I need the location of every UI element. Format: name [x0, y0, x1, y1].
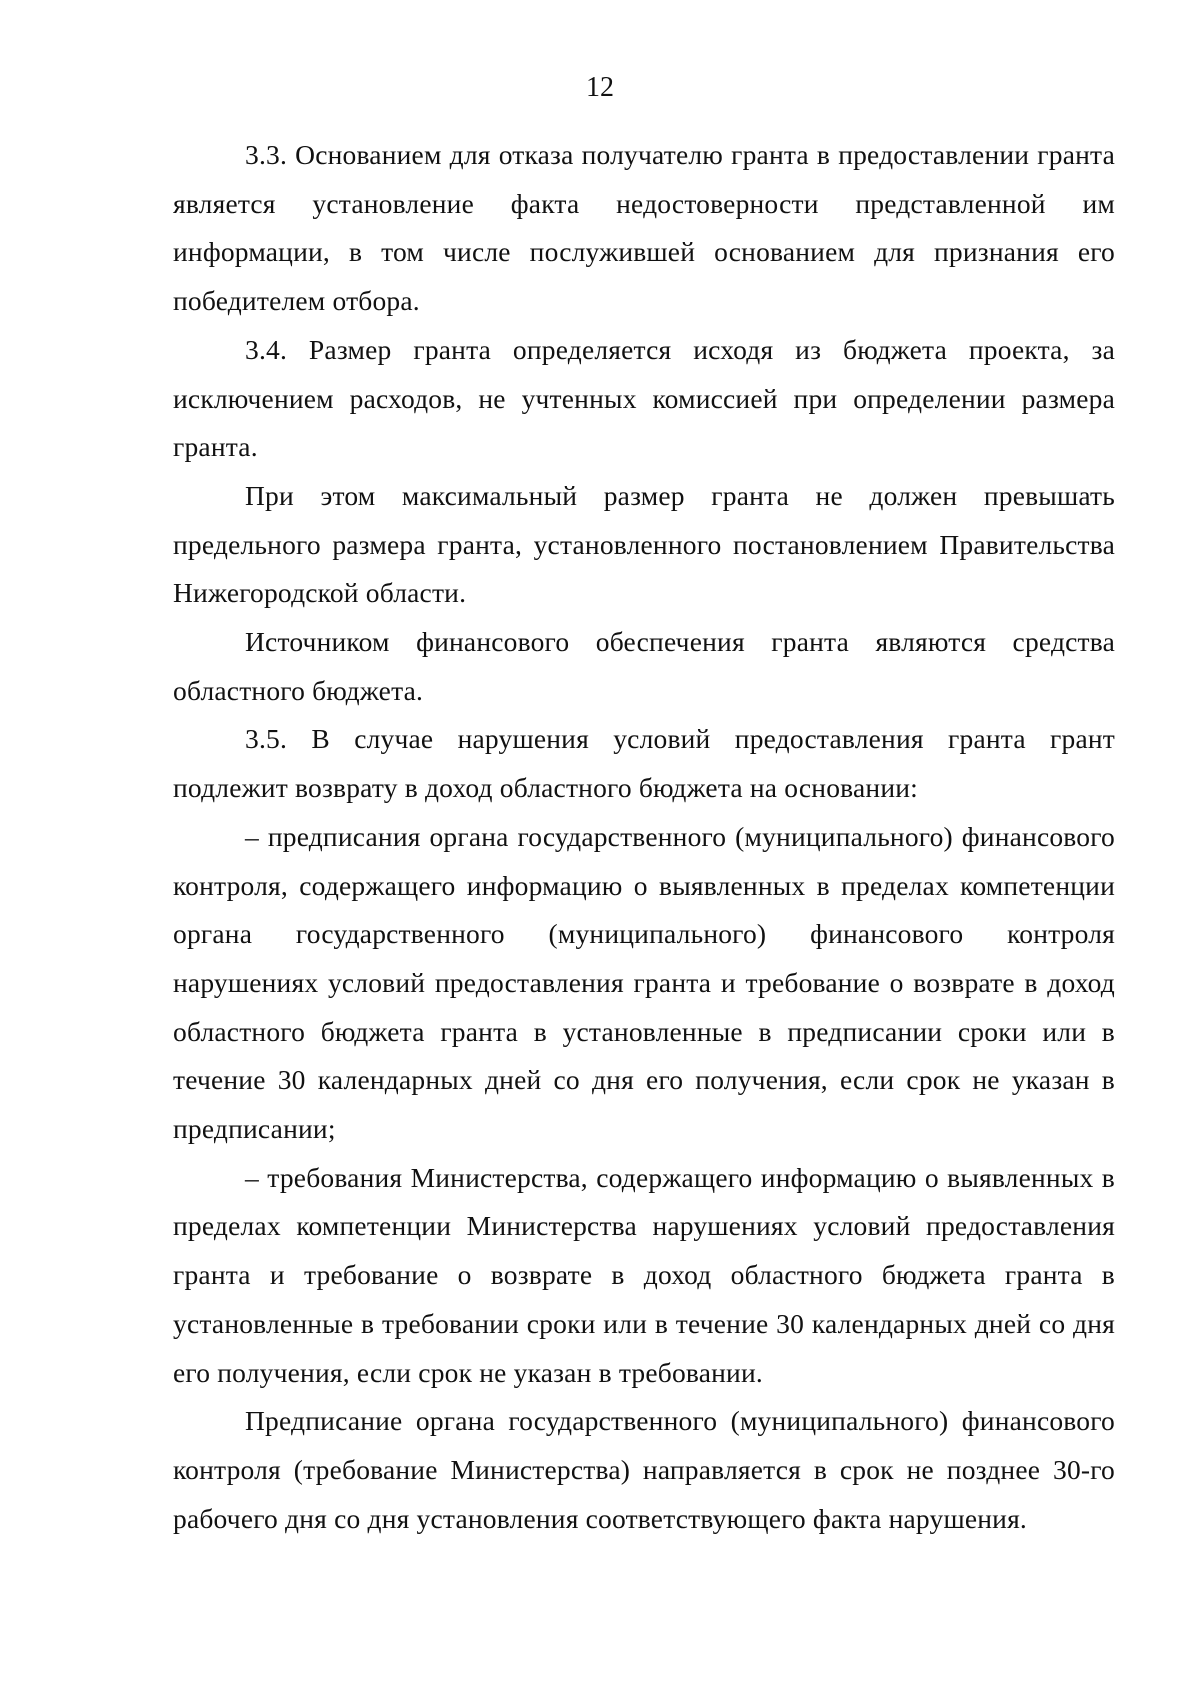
paragraph-3-3: 3.3. Основанием для отказа получателю гранта в предоставлении гранта является установление факта недостоверности представленной им информации, в том числе послужившей основанием для признания его победителем отбора. — [173, 139, 1115, 317]
paragraph-3-4: 3.4. Размер гранта определяется исходя из бюджета проекта, за исключением расходов, не учтенных комиссией при определении размера гранта. — [173, 333, 1115, 463]
paragraph-3-5: 3.5. В случае нарушения условий предоставления гранта грант подлежит возврату в доход областного бюджета на основании: — [173, 723, 1115, 804]
list-item-ministry-demand: – требования Министерства, содержащего информацию о выявленных в пределах компетенции Министерства нарушениях условий предоставления гранта и требование о возврате в доход областного бюджета гранта в установленные в требовании сроки или в течение 30 календарных дней со дня его получения, если срок не указан в требовании. — [173, 1161, 1115, 1388]
list-item-control-order: – предписания органа государственного (муниципального) финансового контроля, содержащего информацию о выявленных в пределах компетенции органа государственного (муниципального) финансового контроля нарушениях условий предоставления гранта и требование о возврате в доход областного бюджета гранта в установленные в предписании сроки или в течение 30 календарных дней со дня его получения, если срок не указан в предписании; — [173, 820, 1115, 1145]
document-body — [173, 131, 1115, 1543]
paragraph-funding-source: Источником финансового обеспечения гранта являются средства областного бюджета. — [173, 626, 1115, 706]
paragraph-max-grant-size: При этом максимальный размер гранта не должен превышать предельного размера гранта, установленного постановлением Правительства Нижегородской области. — [173, 479, 1115, 609]
page-number: 12 — [586, 72, 614, 103]
paragraph-deadline: Предписание органа государственного (муниципального) финансового контроля (требование Министерства) направляется в срок не позднее 30-го рабочего дня со дня установления соответствующего факта нарушения. — [173, 1405, 1115, 1534]
